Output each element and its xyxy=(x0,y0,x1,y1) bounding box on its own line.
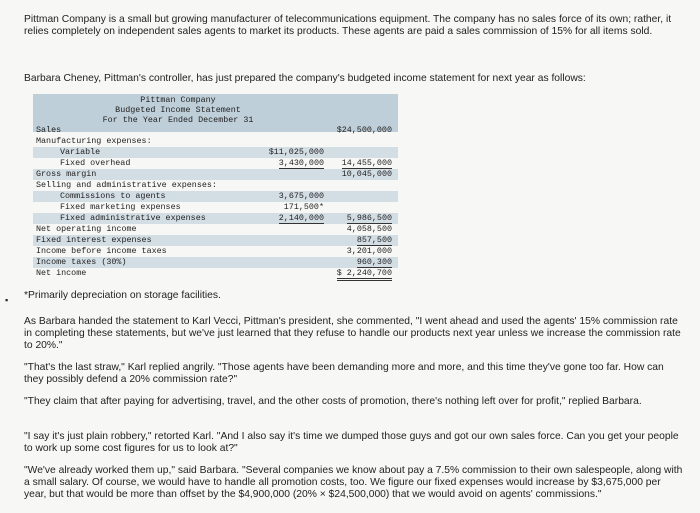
row-value: 857,500 xyxy=(356,235,392,245)
statement-row xyxy=(33,136,398,147)
row-label: Fixed interest expenses xyxy=(36,235,152,245)
row-label: Net operating income xyxy=(36,224,137,234)
row-label: Income before income taxes xyxy=(36,246,167,256)
footnote: *Primarily depreciation on storage facilities. xyxy=(24,290,221,301)
statement-row xyxy=(33,191,398,202)
row-label: Variable xyxy=(60,147,101,157)
row-value: $ 2,240,700 xyxy=(337,268,392,281)
statement-title: Budgeted Income Statement xyxy=(115,105,241,115)
statement-row xyxy=(33,213,398,224)
budgeted-income-statement xyxy=(33,94,398,280)
paragraph-4: "I say it's just plain robbery," retorted Karl. "And I also say it's time we dumped those guys and got our own sales force. Can you get your people to work up some cost figures for us to look at?" xyxy=(24,431,679,455)
statement-row xyxy=(33,169,398,180)
row-label: Fixed overhead xyxy=(60,158,131,168)
row-amount: 3,675,000 xyxy=(278,191,324,201)
paragraph-1: As Barbara handed the statement to Karl Vecci, Pittman's president, she commented, "I went ahead and used the agents' 15% commission rate in completing these statements, but we've just learned that they refuse to handle our products next year unless we increase the commission rate to 20%." xyxy=(24,316,681,352)
row-label: Commissions to agents xyxy=(60,191,166,201)
row-value: 4,058,500 xyxy=(346,224,392,234)
intro-paragraph: Pittman Company is a small but growing manufacturer of telecommunications equipment. The company has no sales force of its own; rather, it relies completely on independent sales agents to market its products. These agents are paid a sales commission of 15% for all items sold. xyxy=(24,14,672,38)
row-value: 10,045,000 xyxy=(341,169,392,179)
statement-period: For the Year Ended December 31 xyxy=(102,115,254,125)
row-label: Sales xyxy=(36,125,62,135)
row-value: 14,455,000 xyxy=(341,158,392,168)
paragraph-2: "That's the last straw," Karl replied angrily. "Those agents have been demanding more and more, and this time they've gone too far. How can they possibly defend a 20% commission rate?" xyxy=(24,362,664,386)
row-amount: $11,025,000 xyxy=(268,147,324,157)
statement-row xyxy=(33,268,398,279)
statement-row xyxy=(33,246,398,257)
statement-row xyxy=(33,224,398,235)
row-amount: 3,430,000 xyxy=(278,158,324,168)
row-label: Selling and administrative expenses: xyxy=(36,180,217,190)
row-label: Income taxes (30%) xyxy=(36,257,127,267)
paragraph-5: "We've already worked them up," said Barbara. "Several companies we know about pay a 7.5% commission to their own salespeople, along with a small salary. Of course, we would have to handle all promotion costs, too. We figure our fixed expenses would increase by $3,675,000 per year, but that would be more than offset by the $4,900,000 (20% × $24,500,000) that we would avoid on agents' commissions." xyxy=(24,465,683,501)
statement-row xyxy=(33,180,398,191)
statement-row xyxy=(33,125,398,136)
row-label: Fixed administrative expenses xyxy=(60,213,206,223)
row-label: Fixed marketing expenses xyxy=(60,202,181,212)
intro-paragraph-2: Barbara Cheney, Pittman's controller, has just prepared the company's budgeted income statement for next year as follows: xyxy=(24,73,586,84)
side-bullet-mark: ▪ xyxy=(5,295,9,305)
row-amount: 171,500* xyxy=(283,202,324,212)
row-value: 960,300 xyxy=(356,257,392,267)
paragraph-3: "They claim that after paying for advertising, travel, and the other costs of promotion, there's nothing left over for profit," replied Barbara. xyxy=(24,396,642,407)
statement-row xyxy=(33,202,398,213)
row-value: $24,500,000 xyxy=(336,125,392,135)
statement-row xyxy=(33,257,398,268)
statement-company: Pittman Company xyxy=(140,95,216,105)
row-label: Net income xyxy=(36,268,87,278)
statement-row xyxy=(33,147,398,158)
row-value: 3,201,000 xyxy=(346,246,392,256)
row-value: 5,986,500 xyxy=(346,213,392,223)
statement-row xyxy=(33,235,398,246)
row-amount: 2,140,000 xyxy=(278,213,324,223)
statement-row xyxy=(33,158,398,169)
row-label: Gross margin xyxy=(36,169,97,179)
row-label: Manufacturing expenses: xyxy=(36,136,152,146)
